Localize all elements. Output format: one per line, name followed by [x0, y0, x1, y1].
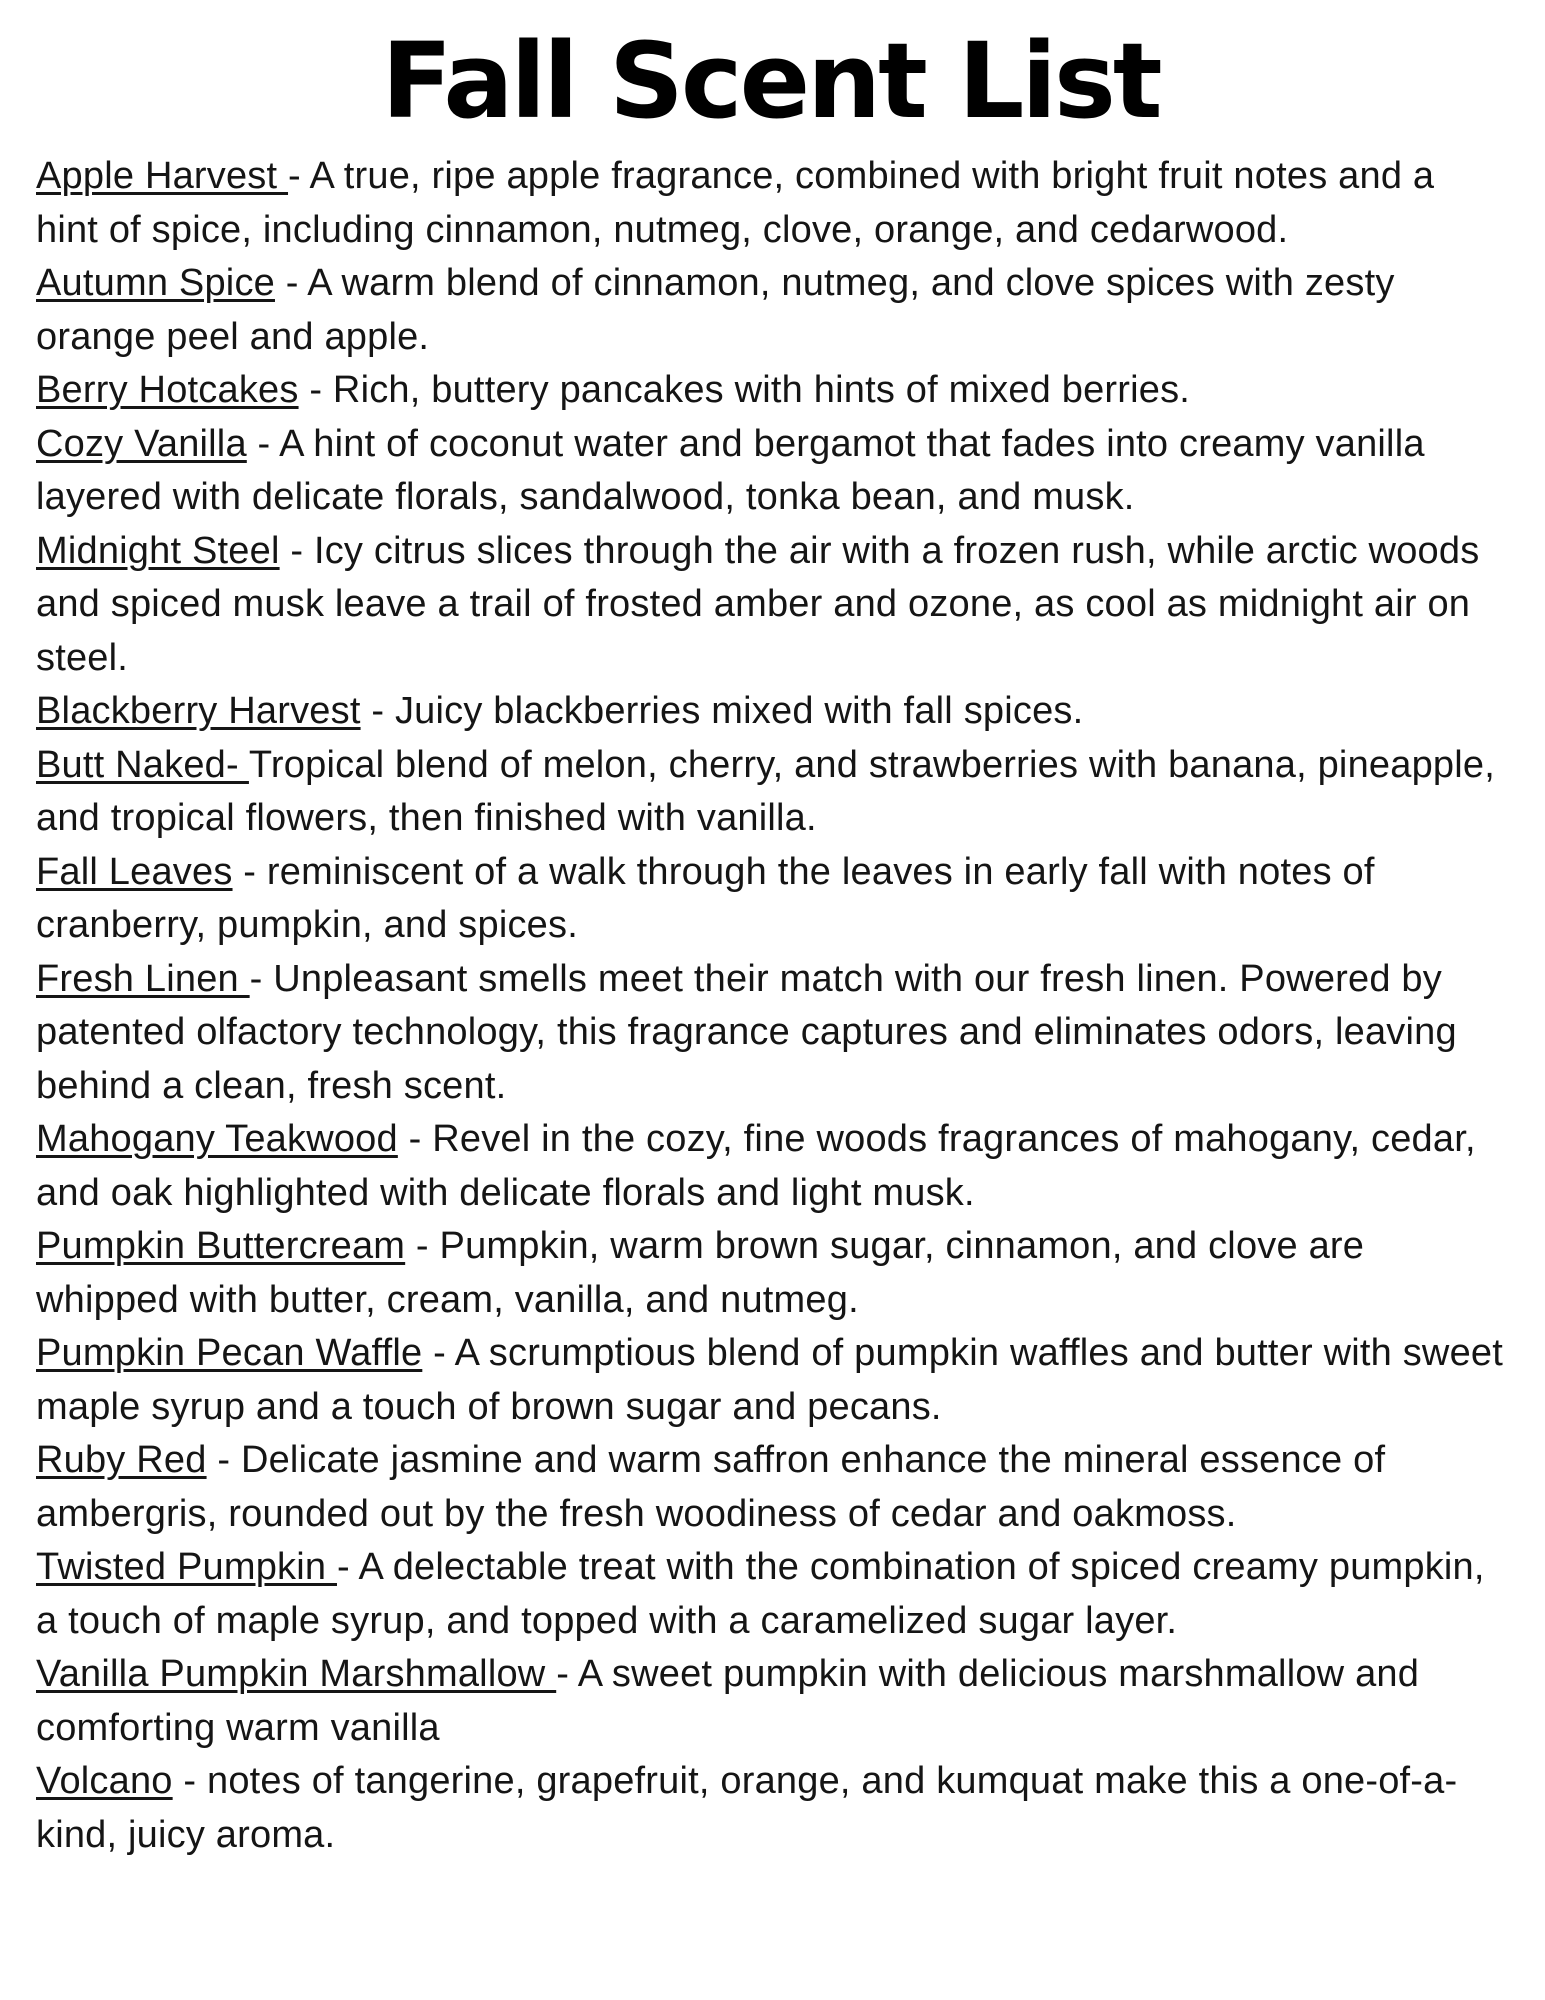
scent-entry — [36, 525, 1505, 686]
scent-description: - Icy citrus slices through the air with a frozen rush, while arctic woods and spiced musk leave a trail of frosted amber and ozone, as cool as midnight air on steel. — [36, 529, 1491, 679]
scent-name: Volcano — [36, 1760, 173, 1802]
scent-entry — [36, 685, 1505, 739]
scent-description: - Juicy blackberries mixed with fall spices. — [360, 690, 1084, 732]
scent-entry — [36, 364, 1505, 418]
scent-name: Cozy Vanilla — [36, 422, 247, 465]
scent-description: - Rich, buttery pancakes with hints of mixed berries. — [298, 369, 1191, 411]
scent-name: Mahogany Teakwood — [36, 1118, 398, 1160]
scent-description: - A delectable treat with the combination of spiced creamy pumpkin, a touch of maple syrup, and topped with a caramelized sugar layer. — [36, 1546, 1496, 1642]
scent-description: - reminiscent of a walk through the leaves in early fall with notes of cranberry, pumpkin, and spices. — [36, 850, 1386, 946]
scent-entry — [36, 1327, 1514, 1434]
page-title: Fall Scent List — [381, 20, 1160, 142]
scent-name: Fall Leaves — [36, 850, 233, 893]
scent-name: Autumn Spice — [36, 262, 275, 304]
scent-list — [36, 150, 1514, 1862]
scent-name: Twisted Pumpkin — [36, 1546, 337, 1588]
scent-name: Fresh Linen — [36, 957, 250, 1000]
scent-entry — [36, 1755, 1505, 1862]
scent-entry — [36, 1434, 1505, 1541]
scent-name: Pumpkin Pecan Waffle — [36, 1332, 423, 1374]
scent-description: - A warm blend of cinnamon, nutmeg, and clove spices with zesty orange peel and apple. — [36, 262, 1406, 358]
scent-description: - notes of tangerine, grapefruit, orange, and kumquat make this a one-of-a-kind, juicy aroma. — [36, 1760, 1458, 1856]
scent-name: Blackberry Harvest — [36, 690, 361, 732]
scent-name: Berry Hotcakes — [36, 369, 299, 411]
scent-entry — [36, 257, 1505, 364]
scent-description: - Revel in the cozy, fine woods fragrances of mahogany, cedar, and oak highlighted with delicate florals and light musk. — [36, 1118, 1487, 1214]
scent-entry — [36, 1648, 1505, 1755]
scent-description: - Delicate jasmine and warm saffron enhance the mineral essence of ambergris, rounded out by the fresh woodiness of cedar and oakmoss. — [36, 1439, 1396, 1535]
scent-name: Butt Naked- — [36, 743, 249, 786]
scent-name: Apple Harvest — [36, 155, 289, 197]
scent-entry — [36, 1113, 1505, 1220]
scent-description: Tropical blend of melon, cherry, and strawberries with banana, pineapple, and tropical flowers, then finished with vanilla. — [36, 743, 1506, 839]
scent-entry — [36, 418, 1505, 525]
scent-entry — [36, 150, 1505, 257]
scent-description: - A sweet pumpkin with delicious marshmallow and comforting warm vanilla — [36, 1653, 1430, 1749]
scent-description: - A scrumptious blend of pumpkin waffles and butter with sweet maple syrup and a touch of brown sugar and pecans. — [36, 1332, 1514, 1428]
scent-description: - A true, ripe apple fragrance, combined with bright fruit notes and a hint of spice, including cinnamon, nutmeg, clove, orange, and cedarwood. — [36, 155, 1446, 251]
scent-name: Ruby Red — [36, 1439, 207, 1481]
scent-name: Vanilla Pumpkin Marshmallow — [36, 1653, 557, 1695]
scent-entry — [36, 1541, 1505, 1648]
scent-name: Pumpkin Buttercream — [36, 1225, 406, 1267]
scent-entry — [36, 1220, 1505, 1327]
scent-description: - A hint of coconut water and bergamot that fades into creamy vanilla layered with delicate florals, sandalwood, tonka bean, and musk. — [36, 422, 1436, 518]
scent-description: - Pumpkin, warm brown sugar, cinnamon, and clove are whipped with butter, cream, vanilla, and nutmeg. — [36, 1225, 1375, 1321]
scent-description: - Unpleasant smells meet their match with our fresh linen. Powered by patented olfactory technology, this fragrance captures and eliminates odors, leaving behind a clean, fresh scent. — [36, 957, 1468, 1107]
scent-entry — [36, 846, 1505, 953]
scent-entry — [36, 953, 1505, 1114]
scent-name: Midnight Steel — [36, 529, 280, 572]
scent-entry — [36, 739, 1505, 846]
